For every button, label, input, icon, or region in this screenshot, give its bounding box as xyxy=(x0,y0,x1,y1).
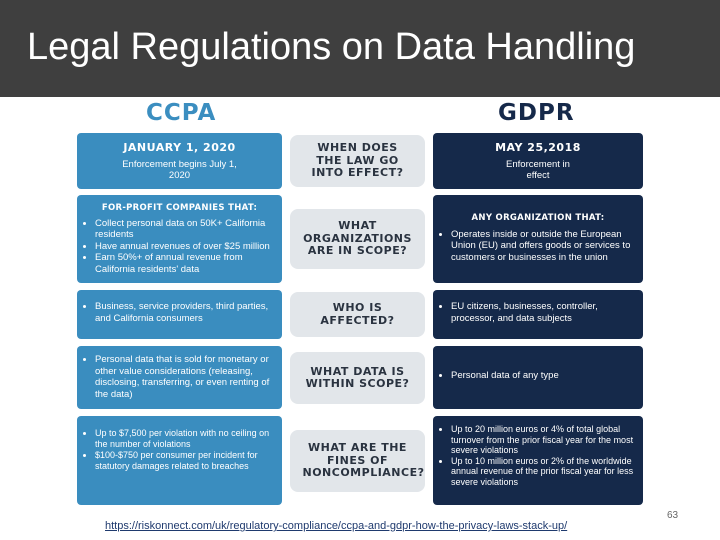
gdpr-data-item: • Personal data of any type xyxy=(451,370,635,382)
ccpa-date-note: Enforcement begins July 1, 2020 xyxy=(122,158,237,181)
gdpr-heading: GDPR xyxy=(498,100,575,126)
slide-title: Legal Regulations on Data Handling xyxy=(27,26,636,68)
ccpa-fines-card xyxy=(77,416,282,505)
ccpa-scope-item: • Earn 50%+ of annual revenue from California residents' data xyxy=(95,252,274,275)
ccpa-affected-card xyxy=(77,290,282,339)
gdpr-fines-card xyxy=(433,416,643,505)
title-bar xyxy=(0,0,720,97)
gdpr-date-note: Enforcement in effect xyxy=(506,158,570,181)
ccpa-data-item: • Personal data that is sold for monetary or other value considerations (releasing, disclosing, transferring, or even renting of the data) xyxy=(95,354,274,400)
gdpr-fines-item: • Up to 10 million euros or 2% of the worldwide annual revenue of the prior fiscal year for less severe violations xyxy=(451,456,635,488)
ccpa-scope-item: • Collect personal data on 50K+ California residents xyxy=(95,218,274,241)
ccpa-scope-item: • Have annual revenues of over $25 million xyxy=(95,241,274,253)
gdpr-affected-item: • EU citizens, businesses, controller, processor, and data subjects xyxy=(451,301,635,324)
gdpr-scope-item: • Operates inside or outside the European Union (EU) and offers goods or services to customers or businesses in the union xyxy=(451,229,635,264)
question-fines: WHAT ARE THE FINES OF NONCOMPLIANCE? xyxy=(290,430,425,492)
gdpr-scope-header: ANY ORGANIZATION THAT: xyxy=(471,213,605,223)
page-number: 63 xyxy=(667,510,679,521)
ccpa-data-card xyxy=(77,346,282,409)
question-organizations: WHAT ORGANIZATIONS ARE IN SCOPE? xyxy=(290,209,425,269)
gdpr-date-card xyxy=(433,133,643,189)
ccpa-heading: CCPA xyxy=(146,100,217,126)
ccpa-fines-item: • $100-$750 per consumer per incident for statutory damages related to breaches xyxy=(95,450,274,472)
gdpr-data-card xyxy=(433,346,643,409)
gdpr-date: MAY 25,2018 xyxy=(495,141,581,154)
gdpr-fines-item: • Up to 20 million euros or 4% of total global turnover from the prior fiscal year for the most severe violations xyxy=(451,424,635,456)
gdpr-scope-card xyxy=(433,195,643,283)
question-data-scope: WHAT DATA IS WITHIN SCOPE? xyxy=(290,352,425,404)
question-effective-date: WHEN DOES THE LAW GO INTO EFFECT? xyxy=(290,135,425,187)
ccpa-date: JANUARY 1, 2020 xyxy=(123,141,236,154)
ccpa-fines-item: • Up to $7,500 per violation with no ceiling on the number of violations xyxy=(95,428,274,450)
ccpa-scope-header: FOR-PROFIT COMPANIES THAT: xyxy=(101,203,258,213)
ccpa-date-card xyxy=(77,133,282,189)
gdpr-affected-card xyxy=(433,290,643,339)
question-affected: WHO IS AFFECTED? xyxy=(290,292,425,337)
ccpa-gdpr-infographic xyxy=(76,97,646,507)
ccpa-affected-item: • Business, service providers, third parties, and California consumers xyxy=(95,301,274,324)
ccpa-scope-card xyxy=(77,195,282,283)
source-link[interactable]: https://riskonnect.com/uk/regulatory-compliance/ccpa-and-gdpr-how-the-privacy-laws-stack-up/ xyxy=(105,520,568,532)
